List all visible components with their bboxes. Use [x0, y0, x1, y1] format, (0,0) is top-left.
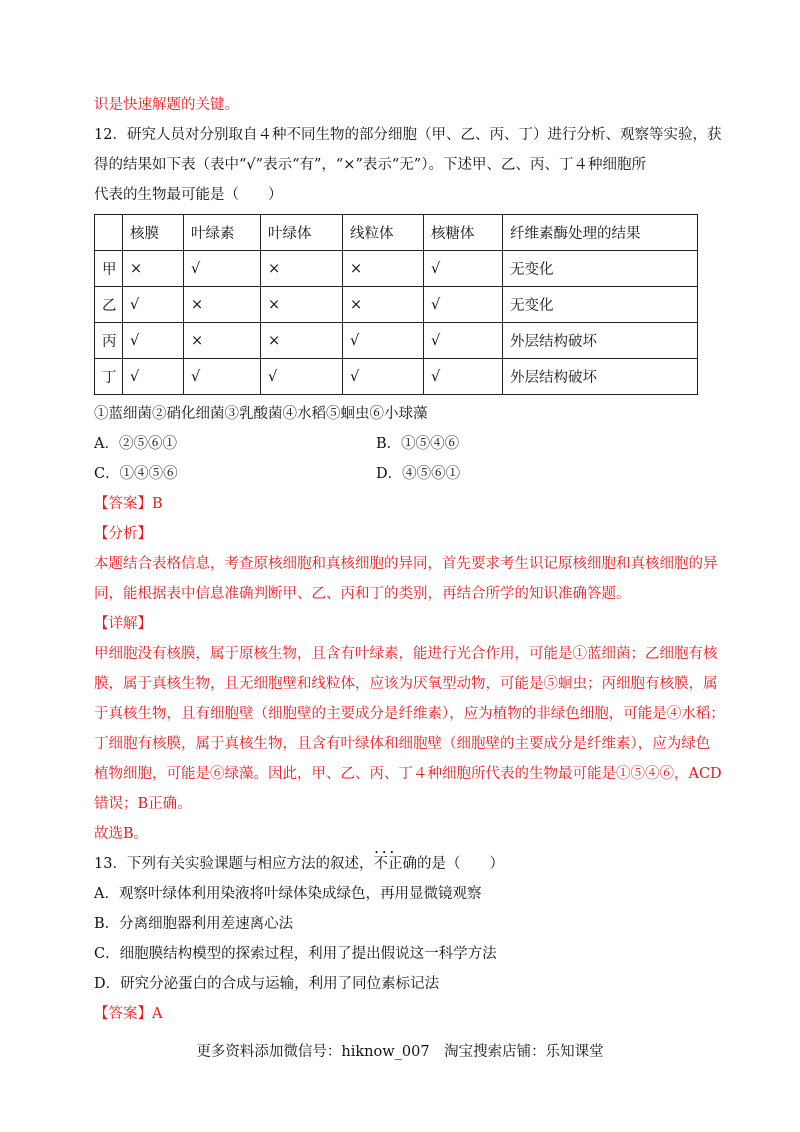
table-cell: √ — [424, 287, 503, 323]
q12-line-3: 代表的生物最可能是（ ） — [94, 187, 283, 203]
q12-line-2: 得的结果如下表（表中“√”表示“有”，“×”表示“无”）。下述甲、乙、丙、丁４种细胞所 — [94, 157, 646, 173]
q12-line-1: 12．研究人员对分别取自４种不同生物的部分细胞（甲、乙、丙、丁）进行分析、观察等实验，获 — [94, 127, 722, 143]
table-cell: √ — [123, 359, 184, 395]
table-cell: 无变化 — [503, 287, 698, 323]
table-cell: 丙 — [95, 323, 123, 359]
answer-label: 【答案】 — [94, 1006, 152, 1022]
q13-answer — [94, 999, 706, 1029]
answer-label: 【答案】 — [94, 496, 152, 512]
q12-answer — [94, 489, 706, 519]
table-cell: 外层结构破坏 — [503, 359, 698, 395]
detail-line-6: 错误；B正确。 — [94, 796, 192, 812]
table-cell: 无变化 — [503, 251, 698, 287]
table-row — [95, 359, 698, 395]
table-cell: √ — [424, 359, 503, 395]
detail-line-3: 于真核生物，且有细胞壁（细胞壁的主要成分是纤维素），应为植物的非绿色细胞，可能是④水稻； — [94, 706, 725, 722]
answer-value: B — [152, 496, 163, 512]
table-header-cell: 核膜 — [123, 215, 184, 251]
q13-option-c[interactable]: C．细胞膜结构模型的探索过程，利用了提出假说这一科学方法 — [94, 946, 497, 962]
table-cell: √ — [184, 359, 261, 395]
table-cell: × — [343, 251, 424, 287]
conclusion: 故选B。 — [94, 826, 149, 842]
table-row — [95, 287, 698, 323]
detail-line-2: 膜，属于真核生物，且无细胞壁和线粒体，应该为厌氧型动物，可能是⑤蛔虫；丙细胞有核膜，属 — [94, 676, 718, 692]
table-cell: × — [261, 251, 343, 287]
page-footer: 更多资料添加微信号：hiknow_007 淘宝搜索店铺：乐知课堂 — [196, 1044, 604, 1060]
table-cell: × — [261, 287, 343, 323]
table-cell: × — [343, 287, 424, 323]
table-cell: 甲 — [95, 251, 123, 287]
table-cell: × — [184, 323, 261, 359]
q12-option-b[interactable]: B．①⑤④⑥ — [376, 436, 460, 452]
table-cell: √ — [343, 359, 424, 395]
q13-option-d[interactable]: D．研究分泌蛋白的合成与运输，利用了同位素标记法 — [94, 976, 440, 992]
table-cell: × — [184, 287, 261, 323]
intro-line: 识是快速解题的关键。 — [94, 97, 239, 113]
q13-stem-after: 的是（ ） — [416, 856, 504, 872]
document-page — [94, 90, 725, 1029]
cell-comparison-table — [94, 214, 698, 395]
q12-option-a[interactable]: A．②⑤⑥① — [94, 436, 177, 452]
table-row — [95, 251, 698, 287]
organism-list: ①蓝细菌②硝化细菌③乳酸菌④水稻⑤蛔虫⑥小球藻 — [94, 406, 428, 422]
question-13-stem — [94, 849, 706, 879]
table-row — [95, 323, 698, 359]
table-header-cell: 核糖体 — [424, 215, 503, 251]
analysis-label: 【分析】 — [94, 526, 152, 542]
table-cell: √ — [123, 287, 184, 323]
table-cell: √ — [343, 323, 424, 359]
table-header-cell — [95, 215, 123, 251]
analysis-line-1: 本题结合表格信息，考查原核细胞和真核细胞的异同，首先要求考生识记原核细胞和真核细胞的异 — [94, 556, 718, 572]
table-header-row — [95, 215, 698, 251]
detail-line-5: 植物细胞，可能是⑥绿藻。因此，甲、乙、丙、丁４种细胞所代表的生物最可能是①⑤④⑥，ACD — [94, 766, 722, 782]
table-cell: √ — [184, 251, 261, 287]
q13-option-b[interactable]: B．分离细胞器利用差速离心法 — [94, 916, 294, 932]
table-cell: √ — [123, 323, 184, 359]
q12-option-c[interactable]: C．①④⑤⑥ — [94, 466, 178, 482]
table-cell: 丁 — [95, 359, 123, 395]
table-cell: 外层结构破坏 — [503, 323, 698, 359]
table-cell: √ — [424, 251, 503, 287]
detail-line-4: 丁细胞有核膜，属于真核生物，且含有叶绿体和细胞壁（细胞壁的主要成分是纤维素），应为绿色 — [94, 736, 711, 752]
table-cell: √ — [424, 323, 503, 359]
detail-label: 【详解】 — [94, 616, 152, 632]
q12-options-row-1 — [94, 429, 706, 459]
q13-stem-before: 13．下列有关实验课题与相应方法的叙述， — [94, 856, 374, 872]
table-cell: × — [123, 251, 184, 287]
q12-option-d[interactable]: D．④⑤⑥① — [376, 466, 461, 482]
question-12-stem — [94, 120, 722, 210]
table-cell: × — [261, 323, 343, 359]
q12-options-row-2 — [94, 459, 706, 489]
analysis-line-2: 同，能根据表中信息准确判断甲、乙、丙和丁的类别，再结合所学的知识准确答题。 — [94, 586, 631, 602]
q13-stem-emphasis: • • • 不正确 — [373, 849, 417, 879]
table-header-cell: 叶绿体 — [261, 215, 343, 251]
answer-value: A — [152, 1006, 163, 1022]
q13-option-a[interactable]: A．观察叶绿体利用染液将叶绿体染成绿色，再用显微镜观察 — [94, 886, 482, 902]
table-cell: √ — [261, 359, 343, 395]
table-header-cell: 线粒体 — [343, 215, 424, 251]
table-header-cell: 叶绿素 — [184, 215, 261, 251]
detail-line-1: 甲细胞没有核膜，属于原核生物，且含有叶绿素，能进行光合作用，可能是①蓝细菌；乙细胞有核 — [94, 646, 718, 662]
table-cell: 乙 — [95, 287, 123, 323]
table-header-cell: 纤维素酶处理的结果 — [503, 215, 698, 251]
